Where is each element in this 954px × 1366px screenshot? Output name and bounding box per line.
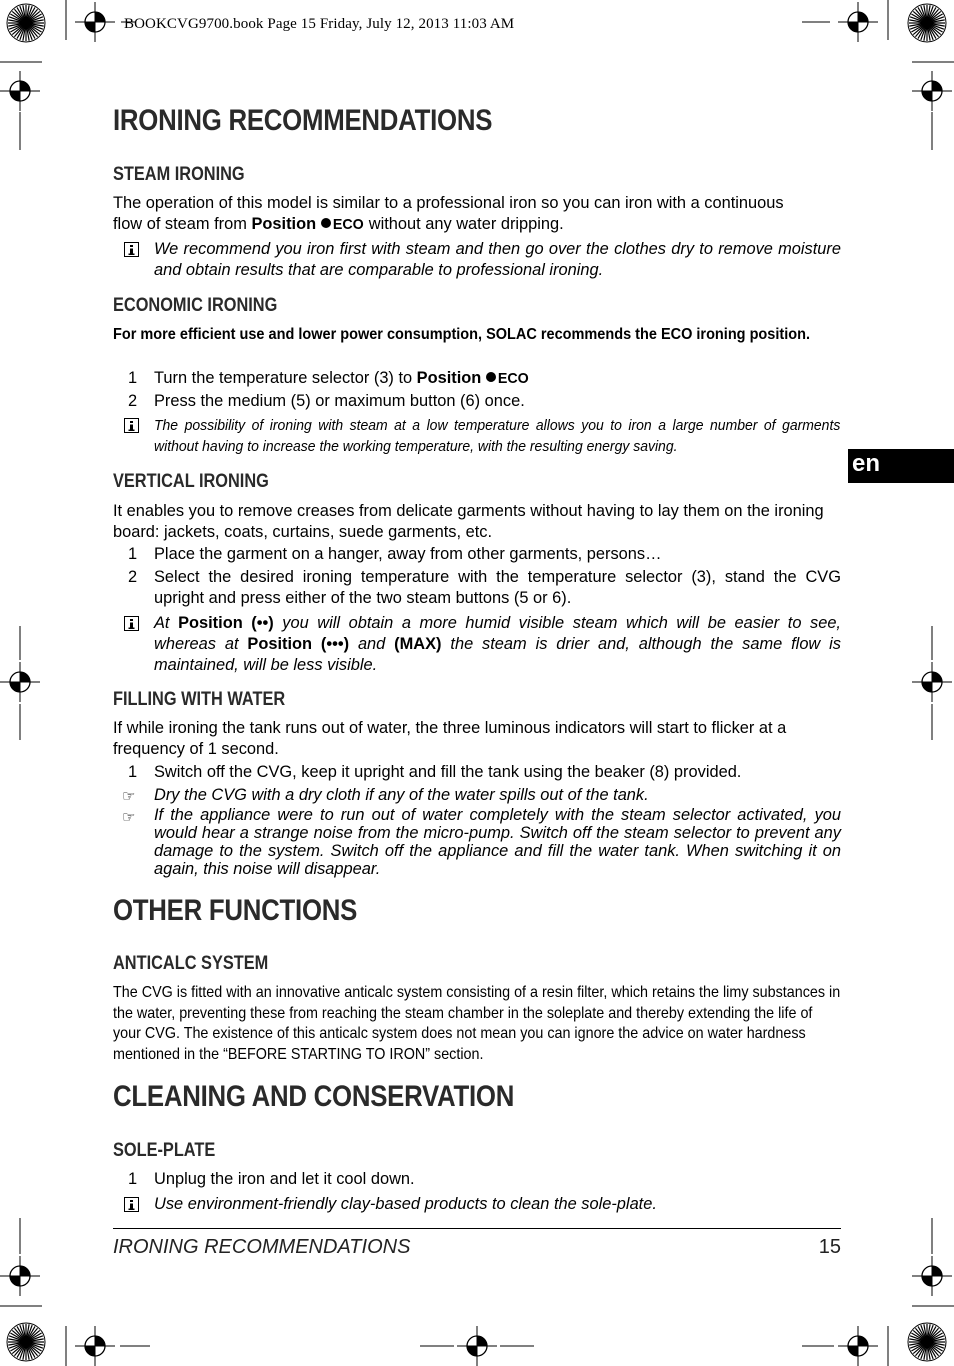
cleaning-title: CLEANING AND CONSERVATION bbox=[113, 1080, 515, 1113]
language-tab bbox=[848, 449, 954, 483]
print-header: BOOKCVG9700.book Page 15 Friday, July 12, 2013 11:03 AM bbox=[124, 16, 515, 32]
page-title: IRONING RECOMMENDATIONS bbox=[113, 104, 493, 137]
pointing-hand-icon: ☞ bbox=[122, 809, 136, 826]
heading-steam-ironing: STEAM IRONING bbox=[113, 164, 245, 185]
info-icon bbox=[124, 616, 140, 632]
other-functions-title: OTHER FUNCTIONS bbox=[113, 894, 358, 927]
steam-paragraph bbox=[113, 193, 841, 235]
vertical-note-text: At Position (••) you will obtain a more humid visible steam which will be easier to see, whereas at Position (•••) and (MAX) the steam is drier and, although the same flow is maintained, will be less visible. bbox=[154, 614, 841, 674]
heading-economic-ironing: ECONOMIC IRONING bbox=[113, 295, 278, 316]
vertical-paragraph: It enables you to remove creases from delicate garments without having to lay them on the ironing board: jackets, coats, curtains, suede garments, etc. bbox=[113, 502, 824, 541]
info-icon bbox=[124, 418, 140, 434]
footer-title: IRONING RECOMMENDATIONS bbox=[113, 1236, 411, 1258]
soleplate-note-text: Use environment-friendly clay-based products to clean the sole-plate. bbox=[154, 1195, 657, 1213]
language-tab-label: en bbox=[852, 450, 881, 477]
steam-paragraph-line-1: The operation of this model is similar to a professional iron so you can iron with a continuous bbox=[113, 194, 784, 212]
filling-tip-2-text: If the appliance were to run out of water completely with the steam selector activated, you would hear a strange noise from the micro-pump. Switch off the steam selector to prevent any damage to the system. Switch off the appliance and fill the water tank. When switching it on again, this noise will disappear. bbox=[154, 806, 841, 878]
footer-rule bbox=[113, 1228, 841, 1229]
economic-note-text: The possibility of ironing with steam at a low temperature allows you to iron a large number of garments without having to increase the working temperature, with the resulting energy saving. bbox=[154, 417, 841, 455]
steam-note-text: We recommend you iron first with steam and then go over the clothes dry to remove moisture and obtain results that are comparable to professional ironing. bbox=[154, 240, 841, 279]
info-icon bbox=[124, 242, 140, 258]
heading-sole-plate: SOLE-PLATE bbox=[113, 1140, 216, 1161]
info-icon bbox=[124, 1197, 140, 1213]
heading-anticalc-system: ANTICALC SYSTEM bbox=[113, 953, 269, 974]
heading-filling-with-water: FILLING WITH WATER bbox=[113, 689, 286, 710]
page-number: 15 bbox=[818, 1236, 841, 1258]
heading-vertical-ironing: VERTICAL IRONING bbox=[113, 471, 269, 492]
filling-tip-1-text: Dry the CVG with a dry cloth if any of the water spills out of the tank. bbox=[154, 786, 649, 804]
economic-intro: For more efficient use and lower power consumption, SOLAC recommends the ECO ironing position. bbox=[113, 326, 810, 343]
eco-position-symbol: ECO bbox=[486, 368, 530, 389]
steam-paragraph-line-2: flow of steam from Position ECO without any water dripping. bbox=[113, 215, 564, 233]
anticalc-paragraph: The CVG is fitted with an innovative anticalc system consisting of a resin filter, which retains the limy substances in the water, preventing these from reaching the steam chamber in the soleplate and thereby extending the life of your CVG. The existence of this anticalc system does not mean you can ignore the advice on water hardness mentioned in the “BEFORE STARTING TO IRON” section. bbox=[113, 984, 841, 1063]
eco-position-symbol: ECO bbox=[321, 214, 365, 235]
filling-paragraph: If while ironing the tank runs out of water, the three luminous indicators will start to flicker at a frequency of 1 second. bbox=[113, 719, 787, 758]
pointing-hand-icon: ☞ bbox=[122, 788, 136, 805]
